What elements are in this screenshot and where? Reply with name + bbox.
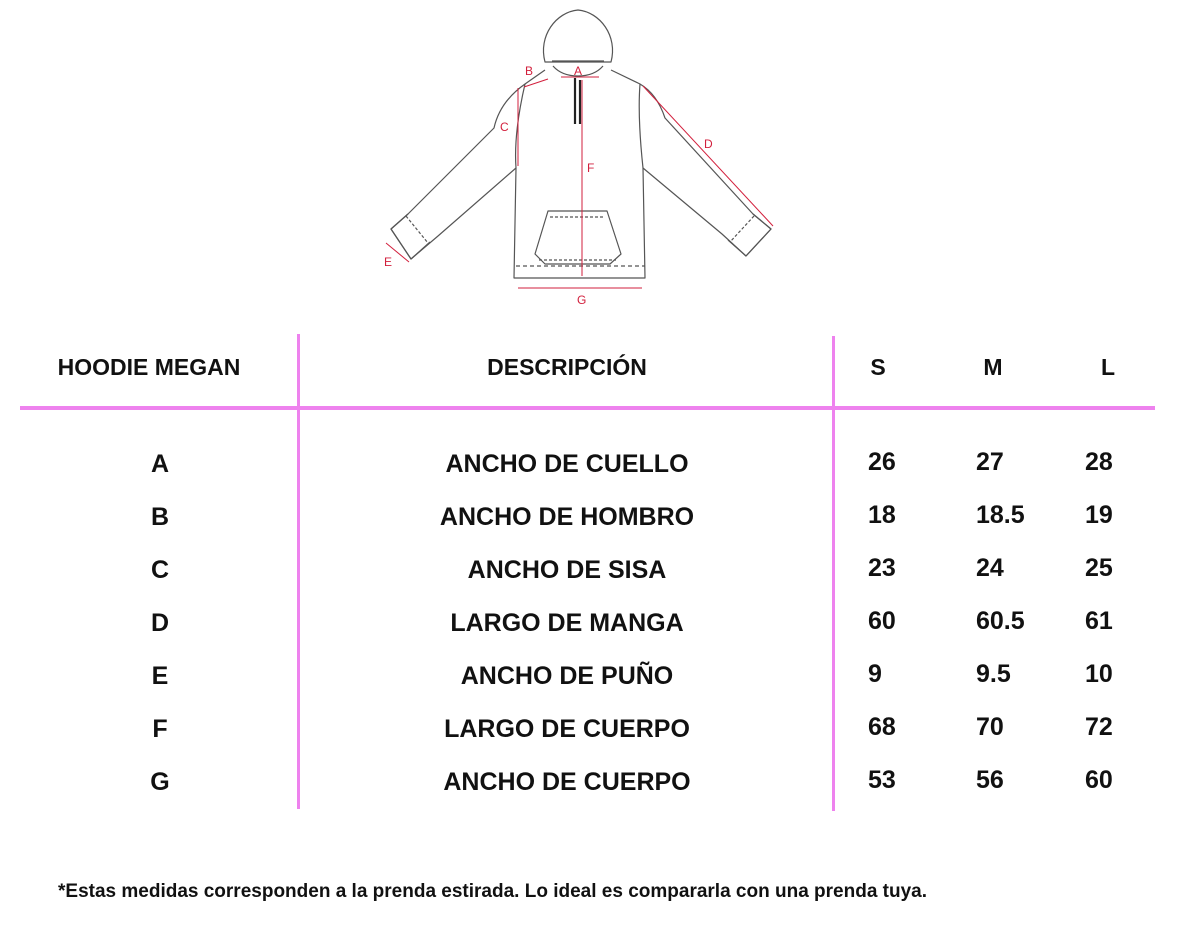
row-size-m: 60.5 [976,607,1025,635]
row-description: ANCHO DE SISA [467,556,667,584]
hoodie-outline [391,10,771,278]
row-description: LARGO DE CUERPO [444,715,690,743]
header-size-m: M [983,354,1003,380]
diagram-label-e: E [384,255,393,269]
diagram-label-d: D [704,137,713,151]
row-size-m: 24 [976,554,1004,582]
header-description: DESCRIPCIÓN [487,354,647,380]
row-size-s: 23 [868,554,896,582]
row-size-s: 60 [868,607,896,635]
row-size-l: 60 [1085,766,1113,794]
row-size-m: 70 [976,713,1004,741]
table-row [0,762,1200,802]
table-row [0,550,1200,590]
header-size-l: L [1100,354,1116,380]
row-size-s: 53 [868,766,896,794]
row-code: C [150,556,170,584]
row-size-m: 9.5 [976,660,1011,688]
row-code: B [150,503,170,531]
row-size-m: 27 [976,448,1004,476]
row-size-m: 18.5 [976,501,1025,529]
row-size-s: 68 [868,713,896,741]
row-code: A [150,450,170,478]
table-row [0,656,1200,696]
row-size-s: 26 [868,448,896,476]
header-size-s: S [870,354,886,380]
row-description: LARGO DE MANGA [450,609,684,637]
diagram-label-g: G [577,293,587,307]
row-code: G [150,768,170,796]
table-row [0,444,1200,484]
row-code: D [150,609,170,637]
footnote: *Estas medidas corresponden a la prenda estirada. Lo ideal es compararla con una prenda tuya. [58,881,928,902]
table-row [0,603,1200,643]
row-size-l: 10 [1085,660,1113,688]
table-row [0,497,1200,537]
row-size-l: 72 [1085,713,1113,741]
row-description: ANCHO DE CUERPO [443,768,691,796]
hoodie-measurement-diagram [0,0,1200,320]
row-size-l: 61 [1085,607,1113,635]
row-description: ANCHO DE PUÑO [460,662,674,690]
row-size-s: 18 [868,501,896,529]
diagram-label-a: A [574,64,583,78]
row-size-l: 25 [1085,554,1113,582]
row-description: ANCHO DE HOMBRO [439,503,695,531]
size-table-header [0,347,1200,387]
diagram-label-c: C [500,120,509,134]
diagram-label-f: F [587,161,595,175]
row-description: ANCHO DE CUELLO [445,450,689,478]
row-code: E [151,662,169,690]
row-size-l: 28 [1085,448,1113,476]
row-code: F [152,715,168,743]
row-size-l: 19 [1085,501,1113,529]
row-size-s: 9 [868,660,882,688]
header-divider [20,406,1155,410]
header-product: HOODIE MEGAN [57,354,241,380]
table-row [0,709,1200,749]
row-size-m: 56 [976,766,1004,794]
diagram-label-b: B [525,64,534,78]
